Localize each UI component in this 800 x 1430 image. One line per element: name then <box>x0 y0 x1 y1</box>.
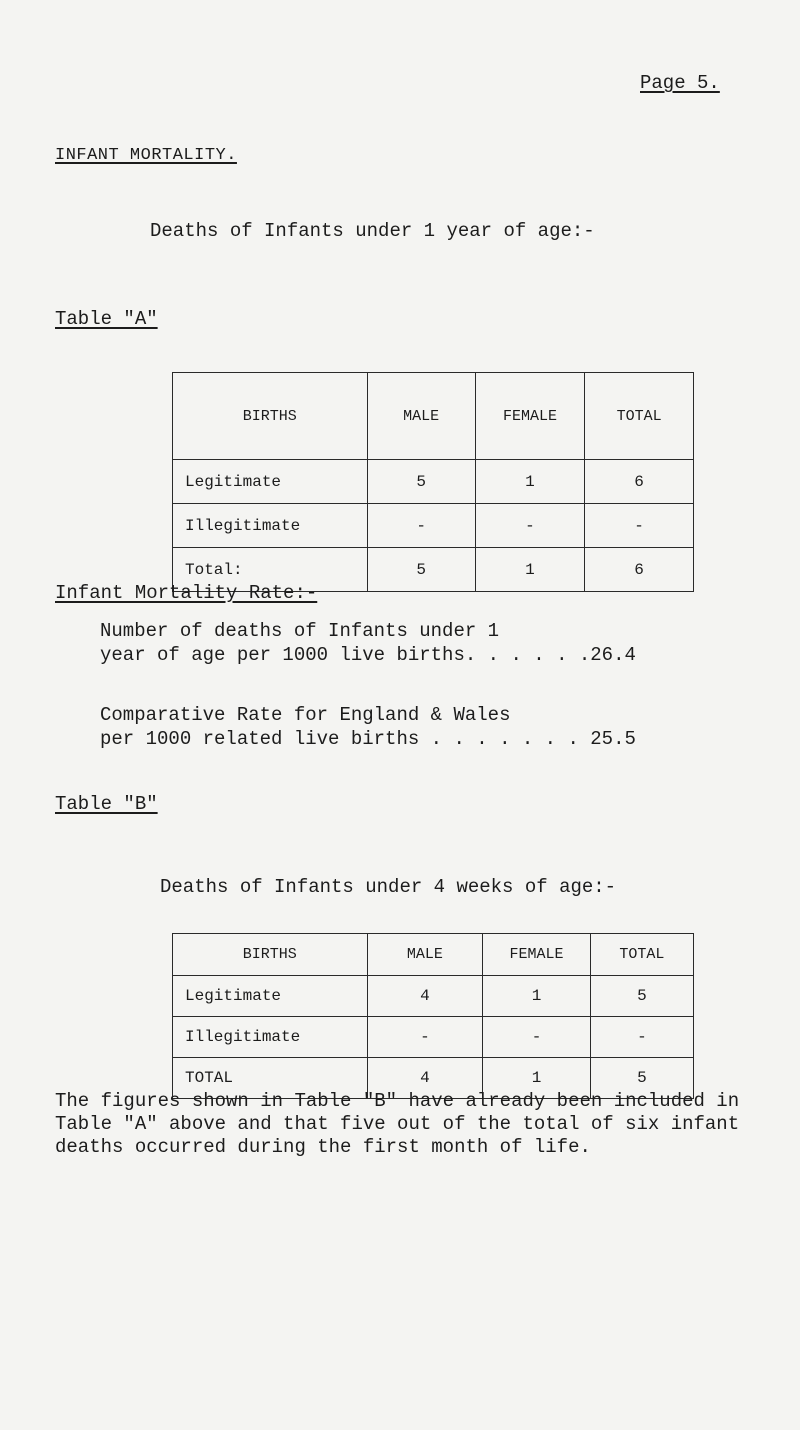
rate-2-description: Comparative Rate for England & Wales <box>100 704 511 726</box>
table-b-legitimate-female: 1 <box>483 976 590 1017</box>
rate-1-description: Number of deaths of Infants under 1 <box>100 620 500 642</box>
table-a-header-total: TOTAL <box>585 373 694 460</box>
table-a-legitimate-label: Legitimate <box>173 460 368 504</box>
table-a-illegitimate-label: Illegitimate <box>173 504 368 548</box>
table-b <box>172 933 694 1099</box>
table-a-legitimate-total: 6 <box>585 460 694 504</box>
table-row <box>173 504 694 548</box>
table-a-legitimate-female: 1 <box>475 460 584 504</box>
table-a-caption: Deaths of Infants under 1 year of age:- <box>150 220 595 242</box>
table-row <box>173 976 694 1017</box>
table-a-legitimate-male: 5 <box>367 460 475 504</box>
table-a-total-female: 1 <box>475 548 584 592</box>
note-line: deaths occurred during the first month of life. <box>55 1136 591 1158</box>
table-b-illegitimate-male: - <box>367 1017 483 1058</box>
table-row <box>173 460 694 504</box>
table-b-legitimate-total: 5 <box>590 976 693 1017</box>
table-b-header-female: FEMALE <box>483 934 590 976</box>
table-a-header-female: FEMALE <box>475 373 584 460</box>
table-b-total-label: TOTAL <box>173 1058 368 1099</box>
table-a-total-male: 5 <box>367 548 475 592</box>
table-b-header-male: MALE <box>367 934 483 976</box>
table-b-illegitimate-label: Illegitimate <box>173 1017 368 1058</box>
table-a-total-label: Total: <box>173 548 368 592</box>
table-row <box>173 1017 694 1058</box>
table-b-total-total: 5 <box>590 1058 693 1099</box>
table-a-illegitimate-total: - <box>585 504 694 548</box>
table-b-header-births: BIRTHS <box>173 934 368 976</box>
table-b-legitimate-label: Legitimate <box>173 976 368 1017</box>
rate-2-value-line: per 1000 related live births . . . . . . . 25.5 <box>100 728 636 750</box>
table-b-caption: Deaths of Infants under 4 weeks of age:- <box>160 876 617 898</box>
rate-1-value-line: year of age per 1000 live births. . . . . .26.4 <box>100 644 636 666</box>
page-number: Page 5. <box>640 72 720 94</box>
table-b-legitimate-male: 4 <box>367 976 483 1017</box>
table-a-label: Table "A" <box>55 308 158 330</box>
table-a-total-total: 6 <box>585 548 694 592</box>
table-a-header-births: BIRTHS <box>173 373 368 460</box>
table-b-illegitimate-total: - <box>590 1017 693 1058</box>
table-a-header-male: MALE <box>367 373 475 460</box>
section-title: INFANT MORTALITY. <box>55 146 237 165</box>
table-a-illegitimate-male: - <box>367 504 475 548</box>
table-b-illegitimate-female: - <box>483 1017 590 1058</box>
table-b-total-female: 1 <box>483 1058 590 1099</box>
note-line: The figures shown in Table "B" have already been included in <box>55 1090 740 1112</box>
table-b-header-row <box>173 934 694 976</box>
table-a-header-row <box>173 373 694 460</box>
table-a-illegitimate-female: - <box>475 504 584 548</box>
rate-heading: Infant Mortality Rate:- <box>55 582 318 604</box>
table-b-total-male: 4 <box>367 1058 483 1099</box>
table-a <box>172 372 694 592</box>
table-b-header-total: TOTAL <box>590 934 693 976</box>
table-b-label: Table "B" <box>55 793 158 815</box>
note-line: Table "A" above and that five out of the total of six infant <box>55 1113 740 1135</box>
